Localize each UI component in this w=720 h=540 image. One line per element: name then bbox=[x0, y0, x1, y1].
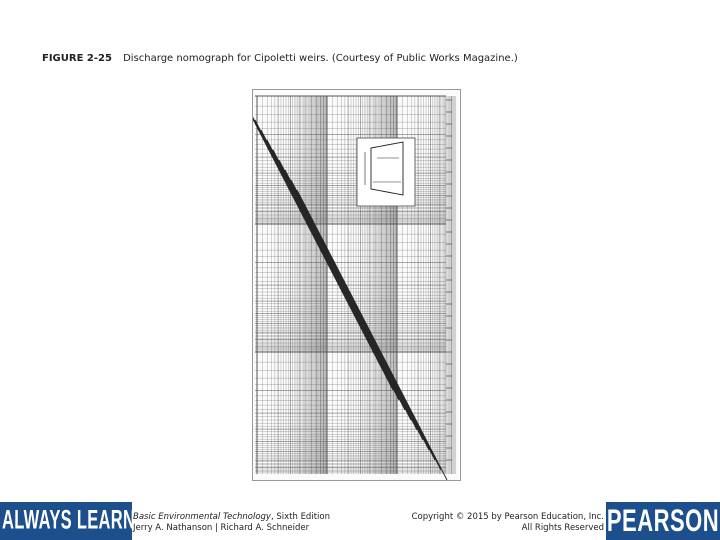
caption-text: Discharge nomograph for Cipoletti weirs. (Courtesy of Public Works Magazine.) bbox=[123, 53, 518, 64]
book-edition: , Sixth Edition bbox=[270, 512, 330, 522]
book-title: Basic Environmental Technology bbox=[133, 512, 271, 522]
nomograph-image bbox=[252, 89, 461, 481]
copyright-text: Copyright © 2015 by Pearson Education, Inc. bbox=[411, 512, 604, 522]
always-learning-text: ALWAYS LEARNING bbox=[2, 505, 166, 535]
slide-footer bbox=[0, 502, 720, 540]
nomograph-drawing bbox=[253, 90, 460, 480]
figure-caption bbox=[42, 53, 518, 64]
book-credit bbox=[133, 512, 330, 534]
copyright-block bbox=[412, 512, 604, 534]
weir-diagram-inset bbox=[357, 138, 415, 206]
figure-label: FIGURE 2-25 bbox=[42, 53, 112, 64]
book-authors: Jerry A. Nathanson | Richard A. Schneider bbox=[133, 523, 310, 533]
pearson-logo-text: PEARSON bbox=[606, 502, 720, 539]
rights-text: All Rights Reserved bbox=[521, 523, 604, 533]
always-learning-banner bbox=[0, 502, 166, 540]
pearson-logo bbox=[606, 502, 720, 540]
